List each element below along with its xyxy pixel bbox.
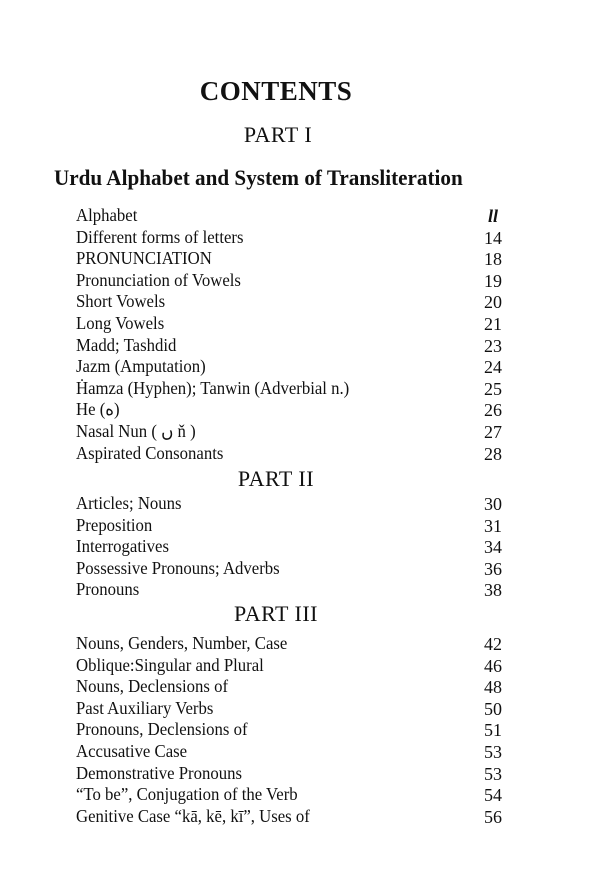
toc-entry-title: Nasal Nun ( ں ň ) [76, 420, 196, 441]
toc-entry-title: Possessive Pronouns; Adverbs [76, 557, 280, 578]
toc-entry-title: Preposition [76, 514, 153, 535]
toc-entry-title: Pronouns, Declensions of [76, 719, 248, 740]
toc-entry-page: ll [487, 206, 498, 226]
toc-entry[interactable] [76, 443, 502, 465]
toc-entry-page: 46 [484, 655, 502, 676]
toc-entry-page: 50 [484, 698, 502, 719]
toc-entry-title: Demonstrative Pronouns [76, 762, 242, 783]
toc-entry[interactable] [76, 655, 502, 677]
toc-entry-page: 53 [484, 763, 502, 784]
toc-entry[interactable] [76, 378, 502, 400]
page-title: CONTENTS [199, 76, 353, 106]
toc-entry-page: 19 [484, 270, 502, 291]
toc-entry[interactable] [76, 763, 502, 785]
toc-entry-page: 36 [484, 558, 502, 579]
toc-entry[interactable] [76, 227, 502, 249]
toc-entry-page: 18 [484, 249, 502, 270]
toc-entry[interactable] [76, 806, 502, 828]
toc-entry[interactable] [76, 291, 502, 313]
toc-entry-page: 24 [484, 357, 502, 378]
toc-list-part-1 [76, 205, 502, 464]
toc-entry[interactable] [76, 698, 502, 720]
toc-entry[interactable] [76, 784, 502, 806]
toc-entry[interactable] [76, 558, 502, 580]
toc-entry[interactable] [76, 399, 502, 421]
part-heading-2: PART II [237, 466, 315, 491]
toc-entry-title: Ḣamza (Hyphen); Tanwin (Adverbial n.) [76, 377, 350, 398]
toc-entry-page: 28 [484, 443, 502, 464]
toc-entry[interactable] [76, 515, 502, 537]
toc-entry[interactable] [76, 579, 502, 601]
toc-entry-title: Articles; Nouns [76, 493, 182, 513]
toc-entry-page: 21 [484, 313, 502, 334]
toc-entry-page: 38 [484, 580, 502, 601]
toc-entry-title: Interrogatives [76, 536, 169, 557]
toc-entry[interactable] [76, 356, 502, 378]
toc-entry-page: 56 [484, 806, 502, 827]
toc-entry[interactable] [76, 248, 502, 270]
toc-list-part-2 [76, 493, 502, 601]
toc-entry-title: Accusative Case [76, 740, 188, 761]
part-heading-3: PART III [234, 601, 318, 626]
toc-entry-title: Nouns, Genders, Number, Case [76, 633, 288, 653]
toc-entry[interactable] [76, 313, 502, 335]
toc-list-part-3 [76, 633, 502, 827]
toc-entry-title: Pronunciation of Vowels [76, 269, 241, 290]
toc-entry-title: Jazm (Amputation) [76, 356, 206, 377]
toc-entry-page: 27 [484, 421, 502, 442]
toc-entry-title: Alphabet [76, 205, 138, 225]
toc-entry[interactable] [76, 421, 502, 443]
toc-entry-page: 31 [484, 515, 502, 536]
toc-entry-title: Nouns, Declensions of [76, 676, 229, 697]
toc-entry-page: 23 [484, 335, 502, 356]
toc-entry-page: 42 [484, 634, 502, 654]
toc-entry[interactable] [76, 335, 502, 357]
toc-entry-title: Madd; Tashdid [76, 334, 177, 355]
toc-entry[interactable] [76, 205, 502, 227]
toc-entry-page: 51 [484, 720, 502, 741]
toc-entry-page: 26 [484, 400, 502, 421]
toc-entry-title: Oblique:Singular and Plural [76, 654, 264, 675]
toc-entry[interactable] [76, 633, 502, 655]
toc-entry-title: “To be”, Conjugation of the Verb [76, 784, 298, 805]
toc-entry[interactable] [76, 270, 502, 292]
toc-entry-title: Long Vowels [76, 312, 165, 333]
toc-entry-page: 48 [484, 677, 502, 698]
toc-entry[interactable] [76, 676, 502, 698]
toc-entry-title: Pronouns [76, 579, 140, 600]
toc-entry-title: Past Auxiliary Verbs [76, 697, 214, 718]
section-subtitle: Urdu Alphabet and System of Transliteration [54, 165, 463, 190]
toc-entry-page: 53 [484, 741, 502, 762]
toc-entry-title: Different forms of letters [76, 226, 244, 247]
toc-entry-title: Genitive Case “kā, kē, kī”, Uses of [76, 805, 310, 826]
toc-entry-title: PRONUNCIATION [76, 248, 212, 269]
toc-entry-page: 54 [484, 785, 502, 806]
toc-entry-title: Short Vowels [76, 291, 166, 312]
toc-entry[interactable] [76, 536, 502, 558]
toc-entry-title: He (ه) [76, 399, 120, 420]
toc-entry[interactable] [76, 741, 502, 763]
toc-entry-page: 25 [484, 378, 502, 399]
toc-entry-page: 14 [484, 227, 502, 248]
toc-entry-page: 34 [484, 537, 502, 558]
toc-entry-title: Aspirated Consonants [76, 442, 224, 463]
toc-entry[interactable] [76, 493, 502, 515]
toc-entry-page: 20 [484, 292, 502, 313]
toc-entry[interactable] [76, 719, 502, 741]
toc-entry-page: 30 [484, 494, 502, 514]
part-heading-1: PART I [243, 122, 313, 147]
